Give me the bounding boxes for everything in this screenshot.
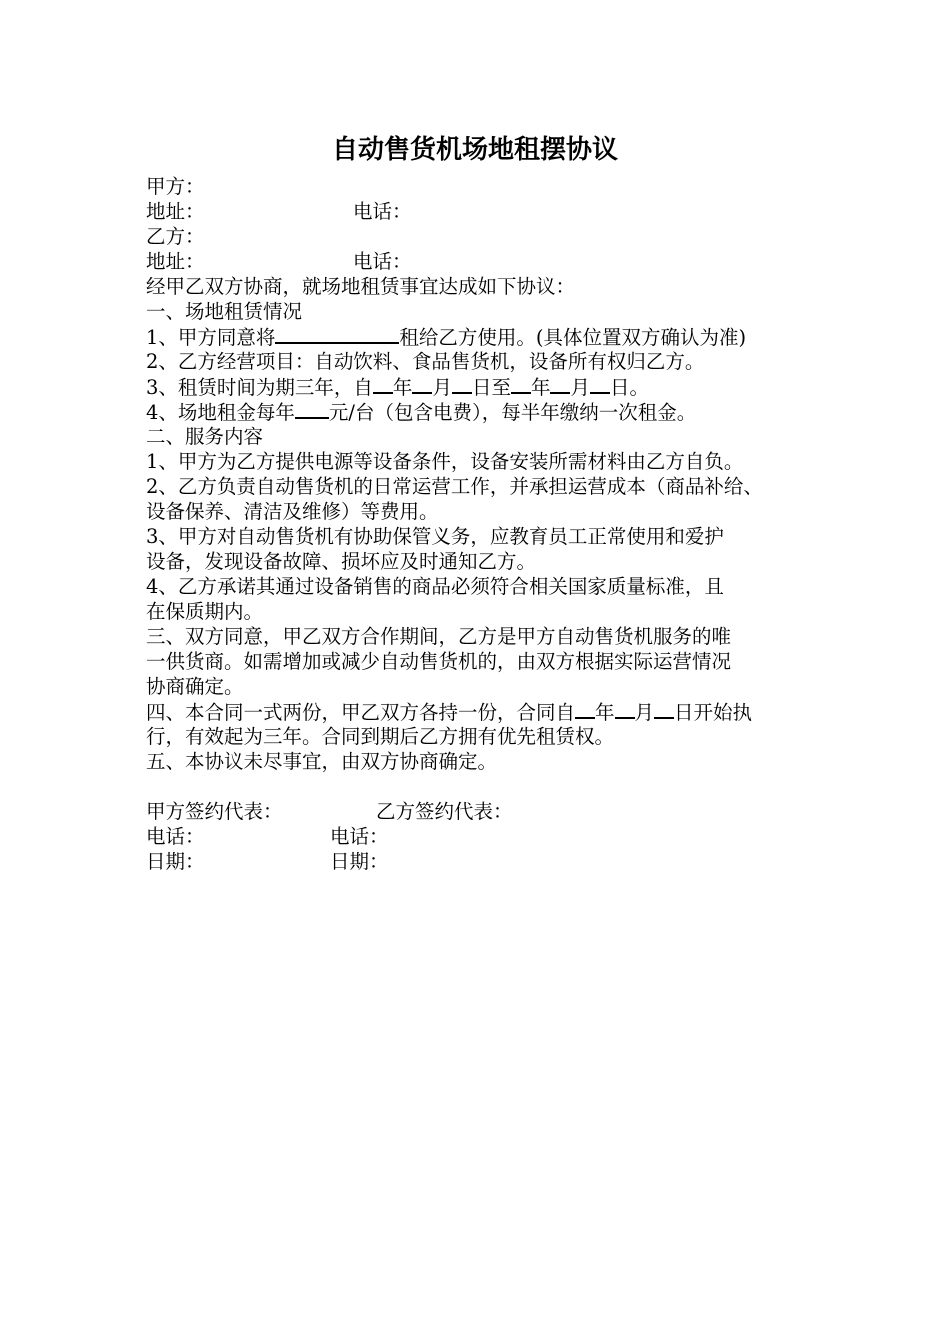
section1-item4 xyxy=(146,399,826,424)
section2-item3-line2: 设备，发现设备故障、损坏应及时通知乙方。 xyxy=(146,550,537,573)
party-a-address-label: 地址： xyxy=(146,200,205,223)
rent-amount-blank xyxy=(295,399,329,419)
section1-item3-e: 年 xyxy=(530,376,551,399)
section2-item4-line2: 在保质期内。 xyxy=(146,600,264,623)
end-month-blank xyxy=(550,374,570,394)
section1-item1 xyxy=(146,324,826,349)
contract-month-blank xyxy=(615,699,635,719)
party-b-rep-label: 乙方签约代表： xyxy=(376,800,513,823)
party-a-label: 甲方： xyxy=(146,175,205,198)
section4-line2: 行，有效起为三年。合同到期后乙方拥有优先租赁权。 xyxy=(146,725,615,748)
start-month-blank xyxy=(412,374,432,394)
intro-text: 经甲乙双方协商，就场地租赁事宜达成如下协议： xyxy=(146,275,576,298)
section1-item4-post: 元/台（包含电费），每半年缴纳一次租金。 xyxy=(328,401,697,424)
party-b-phone-label: 电话： xyxy=(353,250,412,273)
section1-item3-a: 3、租赁时间为期三年，自 xyxy=(146,376,373,399)
party-a-address-line xyxy=(146,199,826,224)
start-day-blank xyxy=(452,374,472,394)
section1-item3-b: 年 xyxy=(392,376,413,399)
party-a-rep-label: 甲方签约代表： xyxy=(146,800,283,823)
section1-item3-f: 月 xyxy=(570,376,590,399)
party-a-line xyxy=(146,174,826,199)
section3-line2: 一供货商。如需增加或减少自动售货机的，由双方根据实际运营情况 xyxy=(146,650,732,673)
section1-item4-pre: 4、场地租金每年 xyxy=(146,401,295,424)
section5-text: 五、本协议未尽事宜，由双方协商确定。 xyxy=(146,750,498,773)
section1-item3-d: 日至 xyxy=(471,376,511,399)
section4-line1-a: 四、本合同一式两份，甲乙双方各持一份，合同自 xyxy=(146,701,576,724)
section2-heading: 二、服务内容 xyxy=(146,425,264,448)
section2-item2-line1: 2、乙方负责自动售货机的日常运营工作，并承担运营成本（商品补给、 xyxy=(146,475,763,498)
start-year-blank xyxy=(373,374,393,394)
section1-heading: 一、场地租赁情况 xyxy=(146,300,303,323)
party-b-label: 乙方： xyxy=(146,225,205,248)
party-b-address-line xyxy=(146,249,826,274)
party-b-line xyxy=(146,224,826,249)
party-b-address-label: 地址： xyxy=(146,250,205,273)
section1-item2: 2、乙方经营项目：自动饮料、食品售货机，设备所有权归乙方。 xyxy=(146,350,705,373)
party-b-sign-phone-label: 电话： xyxy=(330,825,389,848)
section2-item2-line2: 设备保养、清洁及维修）等费用。 xyxy=(146,500,439,523)
contract-day-blank xyxy=(654,699,674,719)
document-body xyxy=(146,174,826,874)
end-day-blank xyxy=(590,374,610,394)
section1-item3 xyxy=(146,374,826,399)
section1-item3-g: 日。 xyxy=(610,376,650,399)
party-a-phone-label: 电话： xyxy=(353,200,412,223)
section2-item3-line1: 3、甲方对自动售货机有协助保管义务，应教育员工正常使用和爱护 xyxy=(146,525,724,548)
section3-line3: 协商确定。 xyxy=(146,675,244,698)
section4-line1-c: 月 xyxy=(634,701,655,724)
spacer xyxy=(146,774,826,799)
party-a-sign-phone-label: 电话： xyxy=(146,825,205,848)
document-title: 自动售货机场地租摆协议 xyxy=(331,135,618,165)
contract-year-blank xyxy=(575,699,595,719)
section4-line1 xyxy=(146,699,826,724)
section1-item3-c: 月 xyxy=(432,376,452,399)
section4-line1-b: 年 xyxy=(595,701,615,724)
section1-item1-pre: 1、甲方同意将 xyxy=(146,326,276,349)
party-a-date-label: 日期： xyxy=(146,850,205,873)
signature-rep-line xyxy=(146,799,826,824)
signature-date-line xyxy=(146,849,826,874)
party-b-date-label: 日期： xyxy=(330,850,389,873)
section1-item1-post: 租给乙方使用。(具体位置双方确认为准) xyxy=(399,326,747,349)
signature-phone-line xyxy=(146,824,826,849)
section2-item4-line1: 4、乙方承诺其通过设备销售的商品必须符合相关国家质量标准，且 xyxy=(146,575,724,598)
end-year-blank xyxy=(511,374,531,394)
section3-line1: 三、双方同意，甲乙双方合作期间，乙方是甲方自动售货机服务的唯 xyxy=(146,625,732,648)
section4-line1-d: 日开始执 xyxy=(674,701,753,724)
section2-item1: 1、甲方为乙方提供电源等设备条件，设备安装所需材料由乙方自负。 xyxy=(146,450,744,473)
location-blank xyxy=(275,324,399,344)
